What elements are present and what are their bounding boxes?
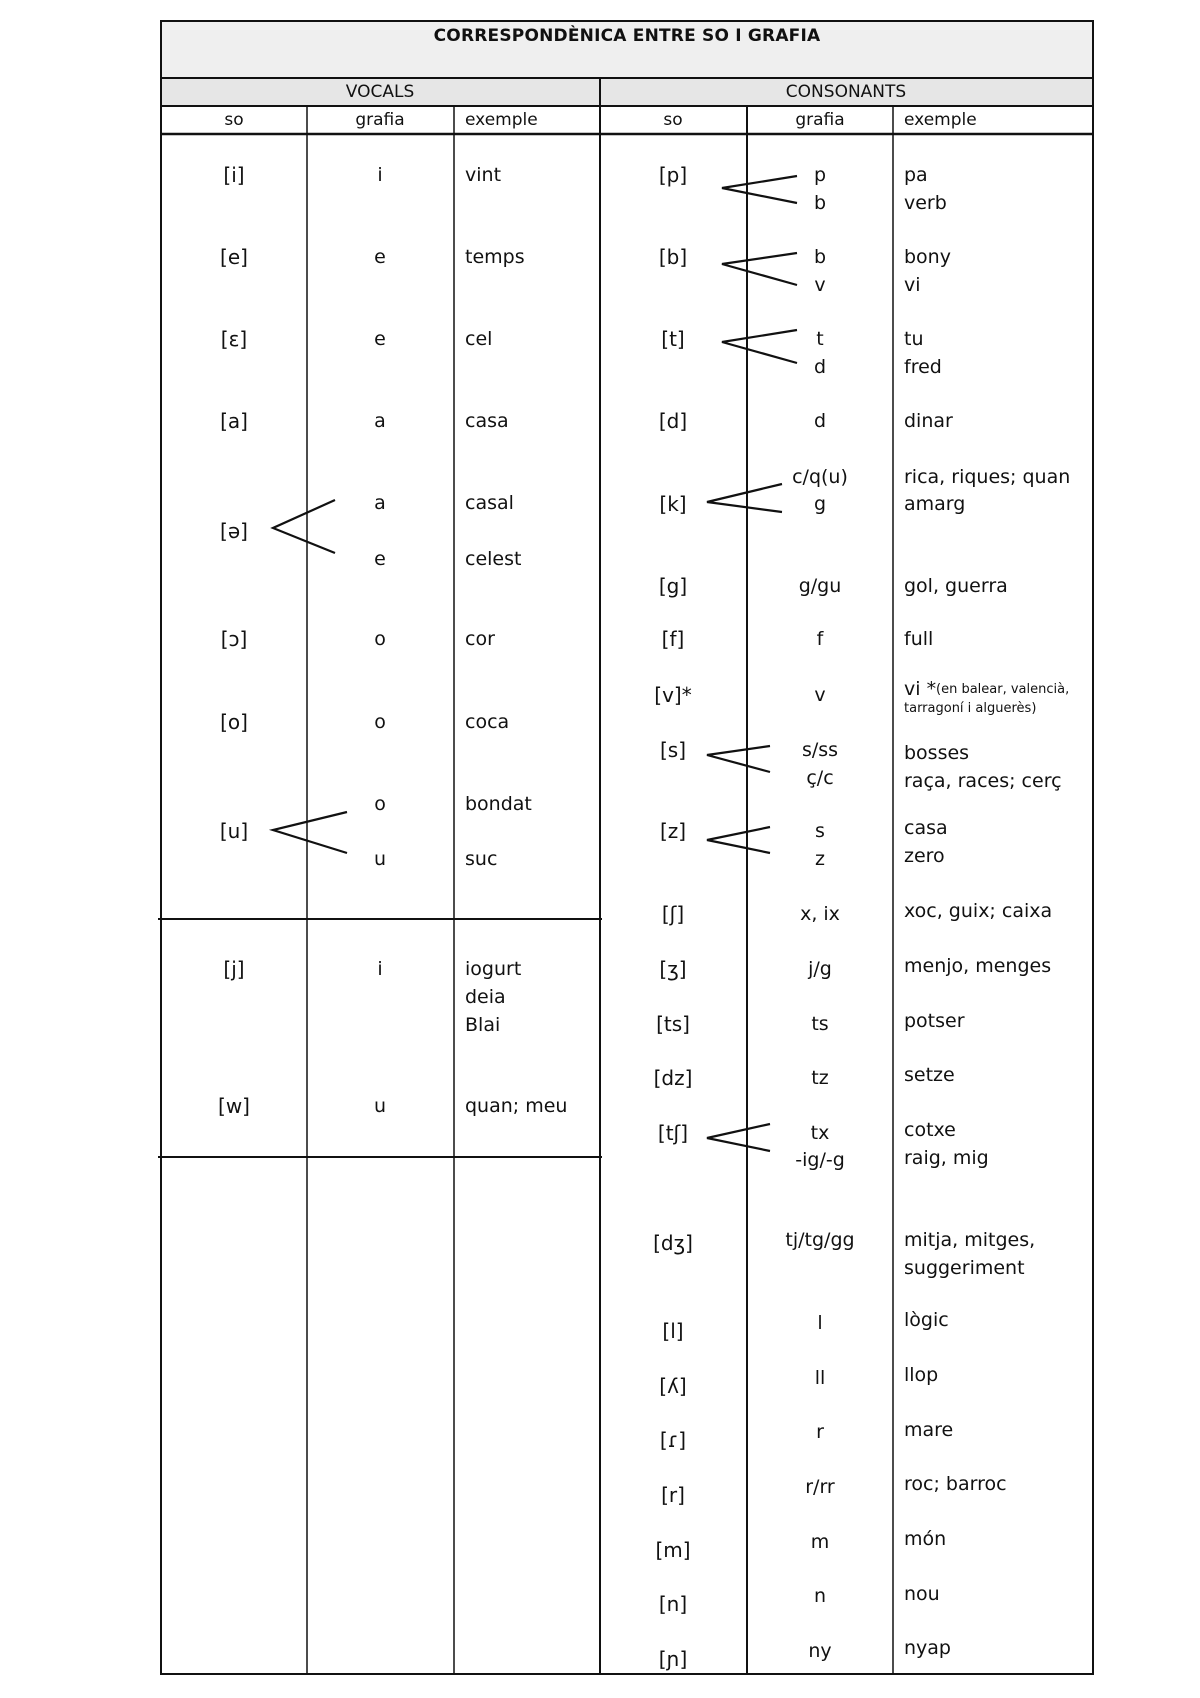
consonant-grafia: n [813,1585,827,1607]
consonant-so: [t] [661,327,685,351]
vocal-grafia: i [377,164,383,186]
consonant-grafia: j/g [808,958,832,980]
branch-mark-p [722,176,797,203]
consonant-note: tarragoní i alguerès) [904,701,1037,716]
consonant-grafia: t [816,328,824,350]
consonant-grafia: z [815,848,825,870]
vocal-so: [e] [220,245,248,269]
consonant-grafia: s [815,820,825,842]
consonant-exemple: nou [904,1583,940,1605]
consonant-exemple: menjo, menges [904,955,1052,977]
consonant-exemple: lògic [904,1309,949,1331]
vocal-exemple: bondat [465,793,532,815]
branch-mark-s [707,746,770,772]
consonant-so: [k] [659,492,687,516]
consonant-exemple: verb [904,192,947,214]
consonant-grafia: tz [811,1067,829,1089]
consonant-exemple: full [904,628,934,650]
vocal-grafia: o [374,711,386,733]
consonant-so: [s] [659,738,687,762]
consonant-exemple: mitja, mitges, [904,1229,1036,1251]
vocal-exemple: vint [465,164,502,186]
vocal-grafia: i [377,958,383,980]
consonant-so: [r] [661,1483,685,1507]
vocal-exemple: celest [465,548,522,570]
consonant-exemple: gol, guerra [904,575,1008,597]
branch-mark-k [707,484,782,512]
vocal-so: [i] [223,163,245,187]
consonant-note: (en balear, valencià, [936,682,1070,697]
consonant-grafia: r/rr [805,1476,835,1498]
consonant-exemple: amarg [904,493,966,515]
consonant-exemple: zero [904,845,945,867]
vocals-col-grafia: grafia [355,110,405,130]
vocal-exemple: Blai [465,1014,501,1036]
vocal-grafia: e [374,328,386,350]
branch-mark-b [722,253,797,285]
consonant-so: [dʒ] [653,1231,693,1255]
consonant-exemple: pa [904,164,928,186]
consonant-grafia: tx [810,1122,830,1144]
consonant-so: [d] [658,409,688,433]
vocal-grafia: o [374,628,386,650]
consonants-col-exemple: exemple [904,110,977,130]
vocal-so: [a] [220,409,248,433]
consonant-exemple: vi * [904,678,937,700]
consonant-so: [n] [658,1592,688,1616]
vocal-exemple: casa [465,410,509,432]
consonant-so: [ts] [656,1012,690,1036]
consonant-exemple: mare [904,1419,954,1441]
vocal-so: [ɔ] [220,627,248,651]
consonants-col-so: so [663,110,683,130]
consonant-grafia: p [813,164,827,186]
vocal-exemple: cor [465,628,495,650]
vocal-exemple: suc [465,848,498,870]
vocal-exemple: deia [465,986,506,1008]
consonant-grafia: ll [814,1367,826,1389]
consonant-exemple: dinar [904,410,953,432]
vocal-grafia: e [374,548,386,570]
consonant-so: [ʒ] [659,957,687,981]
consonant-exemple: suggeriment [904,1257,1025,1279]
consonant-grafia: r [816,1421,824,1443]
vocal-exemple: coca [465,711,510,733]
consonant-grafia: v [814,274,826,296]
consonant-grafia: -ig/-g [795,1149,845,1171]
consonant-exemple: potser [904,1010,965,1032]
consonant-grafia: d [813,356,827,378]
vocal-so: [ε] [220,327,248,351]
section-header-band [161,78,1093,106]
consonant-exemple: bosses [904,742,970,764]
vocal-exemple: quan; meu [465,1095,568,1117]
vocal-exemple: iogurt [465,958,522,980]
vocal-grafia: u [373,1095,387,1117]
consonant-so: [dz] [653,1066,693,1090]
consonant-grafia: m [810,1531,830,1553]
consonant-grafia: l [817,1312,823,1334]
consonant-exemple: fred [904,356,942,378]
consonant-grafia: c/q(u) [792,466,848,488]
consonant-grafia: s/ss [801,739,839,761]
branch-mark-t [722,330,797,363]
branch-mark-tsh [707,1124,770,1151]
consonant-exemple: vi [904,274,921,296]
consonant-so: [z] [659,819,687,843]
consonant-exemple: bony [904,246,951,268]
vocal-so: [w] [218,1094,250,1118]
consonant-exemple: nyap [904,1637,951,1659]
vocal-grafia: a [374,410,386,432]
vocals-col-so: so [224,110,244,130]
consonant-grafia: d [813,410,827,432]
consonant-grafia: tj/tg/gg [785,1229,855,1251]
consonant-so: [v]* [654,683,692,707]
consonant-so: [p] [658,163,688,187]
consonants-heading: CONSONANTS [785,82,907,102]
consonant-exemple: casa [904,817,948,839]
consonant-exemple: llop [904,1364,939,1386]
vocal-so: [ə] [220,519,248,543]
consonant-grafia: f [816,628,824,650]
consonant-grafia: ny [808,1640,832,1662]
vocals-col-exemple: exemple [465,110,538,130]
consonant-exemple: roc; barroc [904,1473,1007,1495]
consonant-grafia: b [813,246,827,268]
vocal-grafia: a [374,492,386,514]
consonant-grafia: v [814,684,826,706]
consonant-exemple: setze [904,1064,955,1086]
consonant-exemple: raça, races; cerç [904,770,1062,792]
consonants-col-grafia: grafia [795,110,845,130]
vocal-so: [u] [219,819,249,843]
branch-mark-u [273,812,347,853]
consonant-so: [b] [658,245,688,269]
vocal-grafia: o [374,793,386,815]
consonant-grafia: ç/c [806,767,834,789]
consonant-so: [tʃ] [657,1121,689,1145]
vocal-grafia: e [374,246,386,268]
consonant-so: [ɾ] [659,1428,687,1452]
consonant-so: [l] [662,1319,684,1343]
consonant-grafia: ts [811,1013,829,1035]
vocal-exemple: cel [465,328,493,350]
vocal-grafia: u [373,848,387,870]
page-title: CORRESPONDÈNICA ENTRE SO I GRAFIA [433,26,821,46]
consonant-exemple: cotxe [904,1119,956,1141]
consonant-exemple: xoc, guix; caixa [904,900,1053,922]
consonant-so: [m] [655,1538,691,1562]
vocal-so: [j] [223,957,245,981]
branch-mark-schwa [273,500,335,553]
consonant-exemple: món [904,1528,947,1550]
consonant-so: [ʎ] [659,1374,687,1398]
consonant-so: [ʃ] [661,902,685,926]
consonant-so: [ɲ] [658,1647,688,1671]
consonant-exemple: raig, mig [904,1147,989,1169]
vocal-exemple: temps [465,246,525,268]
vocal-so: [o] [220,710,248,734]
vocal-exemple: casal [465,492,514,514]
consonant-so: [g] [658,574,688,598]
consonant-grafia: x, ix [800,903,840,925]
vocals-heading: VOCALS [345,82,415,102]
consonant-exemple: tu [904,328,924,350]
consonant-exemple: rica, riques; quan [904,466,1071,488]
consonant-grafia: b [813,192,827,214]
branch-mark-z [707,827,770,853]
consonant-grafia: g [813,493,827,515]
consonant-so: [f] [661,627,685,651]
consonant-grafia: g/gu [798,575,842,597]
